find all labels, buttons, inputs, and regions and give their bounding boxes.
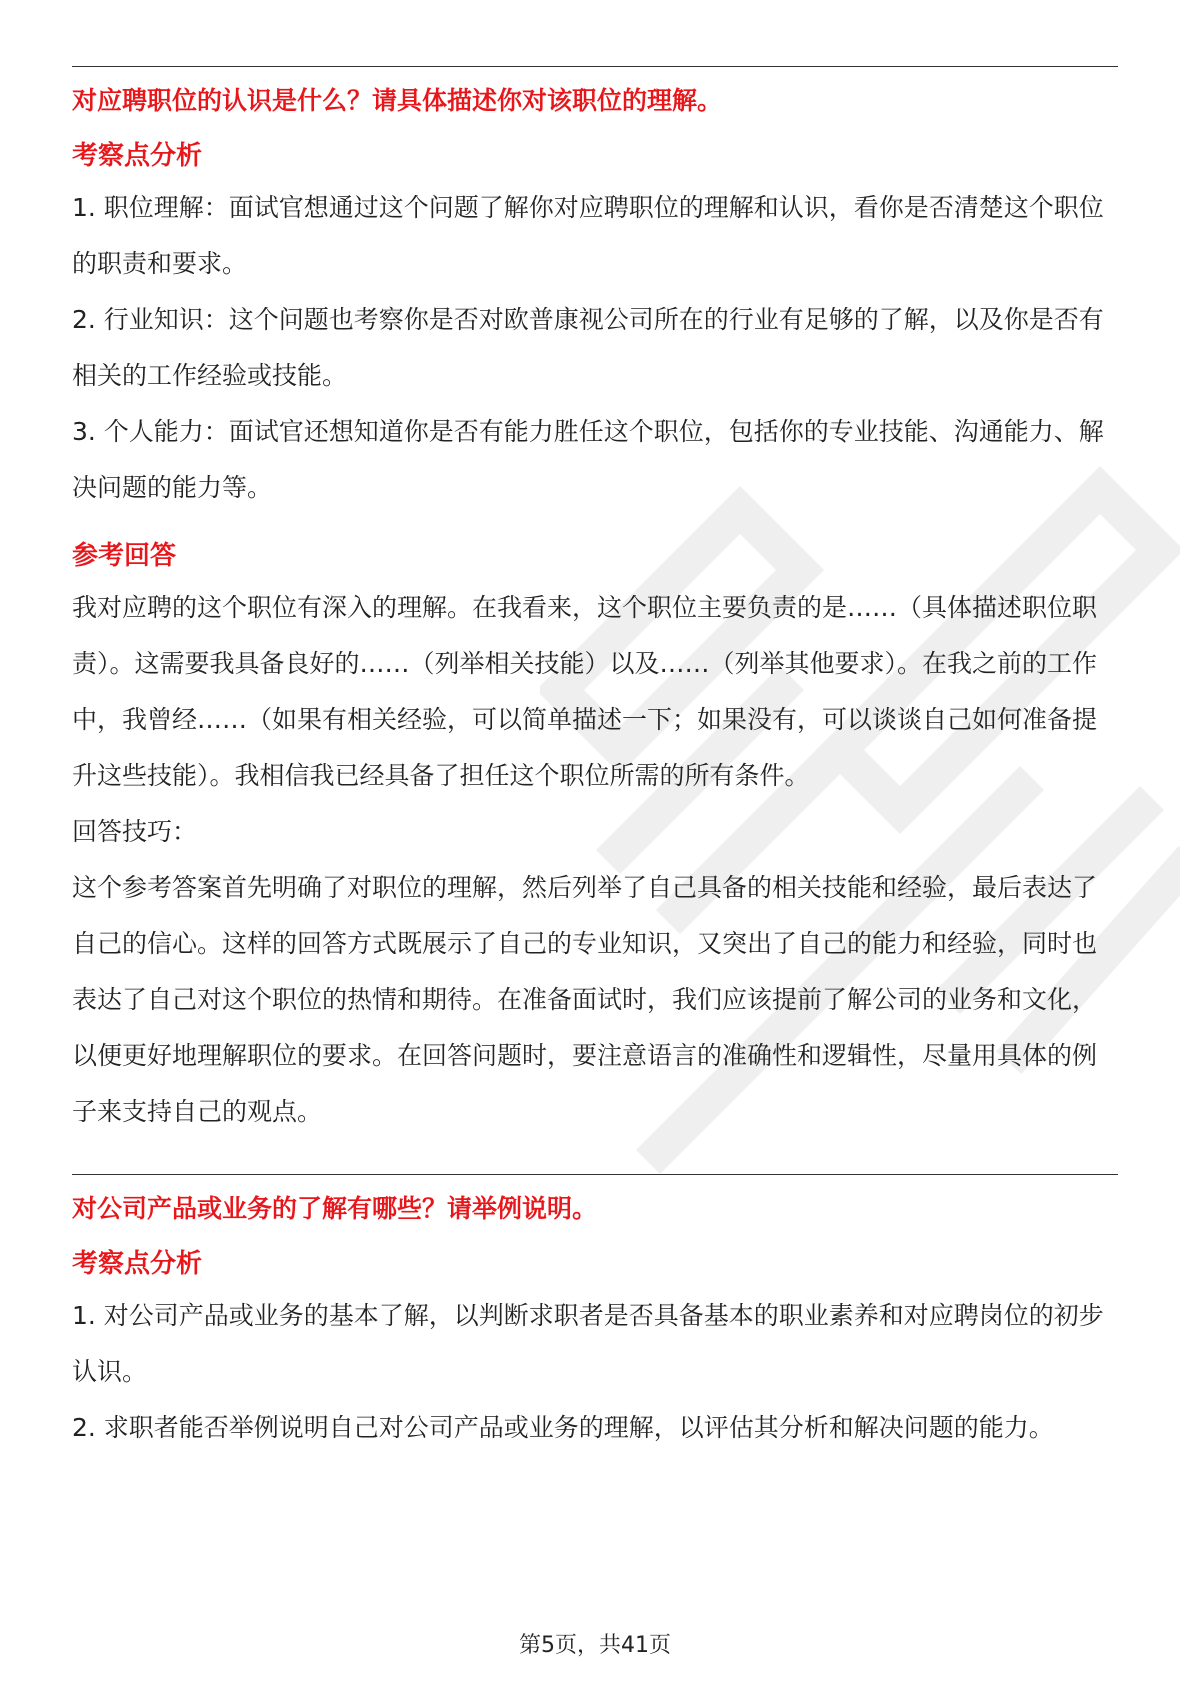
answer-heading-1: 参考回答 <box>72 541 177 571</box>
tips-text: 这个参考答案首先明确了对职位的理解，然后列举了自己具备的相关技能和经验，最后表达了自己的信心。这样的回答方式既展示了自己的专业知识，又突出了自己的能力和经验，同时也表达了自己对这个职位的热情和期待。在准备面试时，我们应该提前了解公司的业务和文化，以便更好地理解职位的要求。在回答问题时，要注意语言的准确性和逻辑性，尽量用具体的例子来支持自己的观点。 <box>72 873 1098 1126</box>
analysis-list-2 <box>72 1288 1120 1456</box>
question-1-title: 对应聘职位的认识是什么？请具体描述你对该职位的理解。 <box>72 86 723 115</box>
reference-answer-text: 我对应聘的这个职位有深入的理解。在我看来，这个职位主要负责的是……（具体描述职位职责）。这需要我具备良好的……（列举相关技能）以及……（列举其他要求）。在我之前的工作中，我曾经……（如果有相关经验，可以简单描述一下；如果没有，可以谈谈自己如何准备提升这些技能）。我相信我已经具备了担任这个职位所需的所有条件。 <box>72 593 1098 790</box>
analysis-item: 1. 职位理解：面试官想通过这个问题了解你对应聘职位的理解和认识，看你是否清楚这个职位的职责和要求。 <box>72 193 1104 278</box>
page-number: 第5页，共41页 <box>519 1633 671 1658</box>
question-2-title: 对公司产品或业务的了解有哪些？请举例说明。 <box>72 1194 598 1223</box>
analysis-list-1 <box>72 180 1120 516</box>
middle-divider <box>72 1174 1118 1175</box>
analysis-item: 3. 个人能力：面试官还想知道你是否有能力胜任这个职位，包括你的专业技能、沟通能力、解决问题的能力等。 <box>72 417 1104 502</box>
qa-section-1 <box>72 82 1120 1140</box>
analysis-item: 1. 对公司产品或业务的基本了解，以判断求职者是否具备基本的职业素养和对应聘岗位的初步认识。 <box>72 1301 1104 1386</box>
analysis-heading-2: 考察点分析 <box>72 1249 203 1279</box>
analysis-heading-1: 考察点分析 <box>72 141 203 171</box>
qa-section-2 <box>72 1190 1120 1456</box>
analysis-item: 2. 求职者能否举例说明自己对公司产品或业务的理解，以评估其分析和解决问题的能力。 <box>72 1413 1054 1442</box>
top-divider <box>72 66 1118 67</box>
analysis-item: 2. 行业知识：这个问题也考察你是否对欧普康视公司所在的行业有足够的了解，以及你是否有相关的工作经验或技能。 <box>72 305 1104 390</box>
tips-label: 回答技巧： <box>72 817 198 846</box>
